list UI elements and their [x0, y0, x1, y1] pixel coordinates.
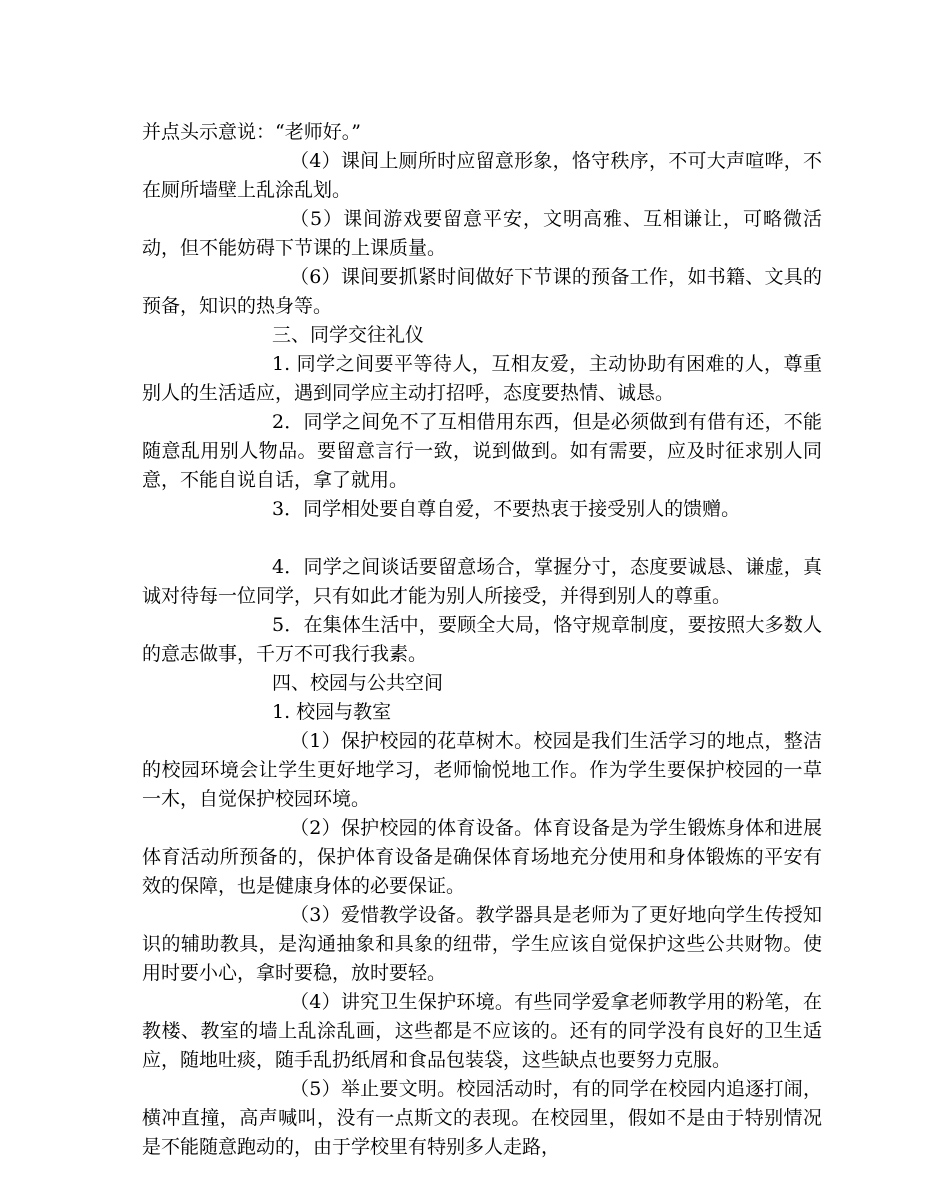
- paragraph: 4．同学之间谈话要留意场合，掌握分寸，态度要诚恳、谦虚，真诚对待每一位同学，只有如此才能为别人所接受，并得到别人的尊重。: [142, 556, 822, 607]
- paragraph: （6）课间要抓紧时间做好下节课的预备工作，如书籍、文具的预备，知识的热身等。: [142, 266, 822, 317]
- paragraph: （1）保护校园的花草树木。校园是我们生活学习的地点，整洁的校园环境会让学生更好地学习，老师愉悦地工作。作为学生要保护校园的一草一木，自觉保护校园环境。: [142, 730, 822, 810]
- paragraph: 1. 同学之间要平等待人，互相友爱，主动协助有困难的人，尊重别人的生活适应，遇到同学应主动打招呼，态度要热情、诚恳。: [142, 353, 822, 404]
- document-body: [142, 118, 822, 1162]
- paragraph: 并点头示意说：“老师好。”: [142, 121, 361, 143]
- section-heading: 三、同学交往礼仪: [272, 324, 425, 346]
- paragraph: （4）课间上厕所时应留意形象，恪守秩序，不可大声喧哗，不在厕所墙壁上乱涂乱划。: [142, 150, 822, 201]
- paragraph: 5．在集体生活中，要顾全大局，恪守规章制度，要按照大多数人的意志做事，千万不可我行我素。: [142, 614, 822, 665]
- paragraph: （2）保护校园的体育设备。体育设备是为学生锻炼身体和进展体育活动所预备的，保护体育设备是确保体育场地充分使用和身体锻炼的平安有效的保障，也是健康身体的必要保证。: [142, 817, 822, 897]
- paragraph: （3）爱惜教学设备。教学器具是老师为了更好地向学生传授知识的辅助教具，是沟通抽象和具象的纽带，学生应该自觉保护这些公共财物。使用时要小心，拿时要稳，放时要轻。: [142, 904, 822, 984]
- paragraph: （5）举止要文明。校园活动时，有的同学在校园内追逐打闹，横冲直撞，高声喊叫，没有一点斯文的表现。在校园里，假如不是由于特别情况是不能随意跑动的，由于学校里有特别多人走路，: [142, 1078, 822, 1158]
- paragraph: （4）讲究卫生保护环境。有些同学爱拿老师教学用的粉笔，在教楼、教室的墙上乱涂乱画，这些都是不应该的。还有的同学没有良好的卫生适应，随地吐痰，随手乱扔纸屑和食品包装袋，这些缺点也要努力克服。: [142, 991, 822, 1071]
- paragraph: 2．同学之间免不了互相借用东西，但是必须做到有借有还，不能随意乱用别人物品。要留意言行一致，说到做到。如有需要，应及时征求别人同意，不能自说自话，拿了就用。: [142, 411, 822, 491]
- subsection-heading: 1. 校园与教室: [272, 701, 392, 723]
- paragraph: （5）课间游戏要留意平安，文明高雅、互相谦让，可略微活动，但不能妨碍下节课的上课质量。: [142, 208, 822, 259]
- section-heading: 四、校园与公共空间: [272, 672, 444, 694]
- paragraph: 3．同学相处要自尊自爱，不要热衷于接受别人的馈赠。: [272, 498, 741, 520]
